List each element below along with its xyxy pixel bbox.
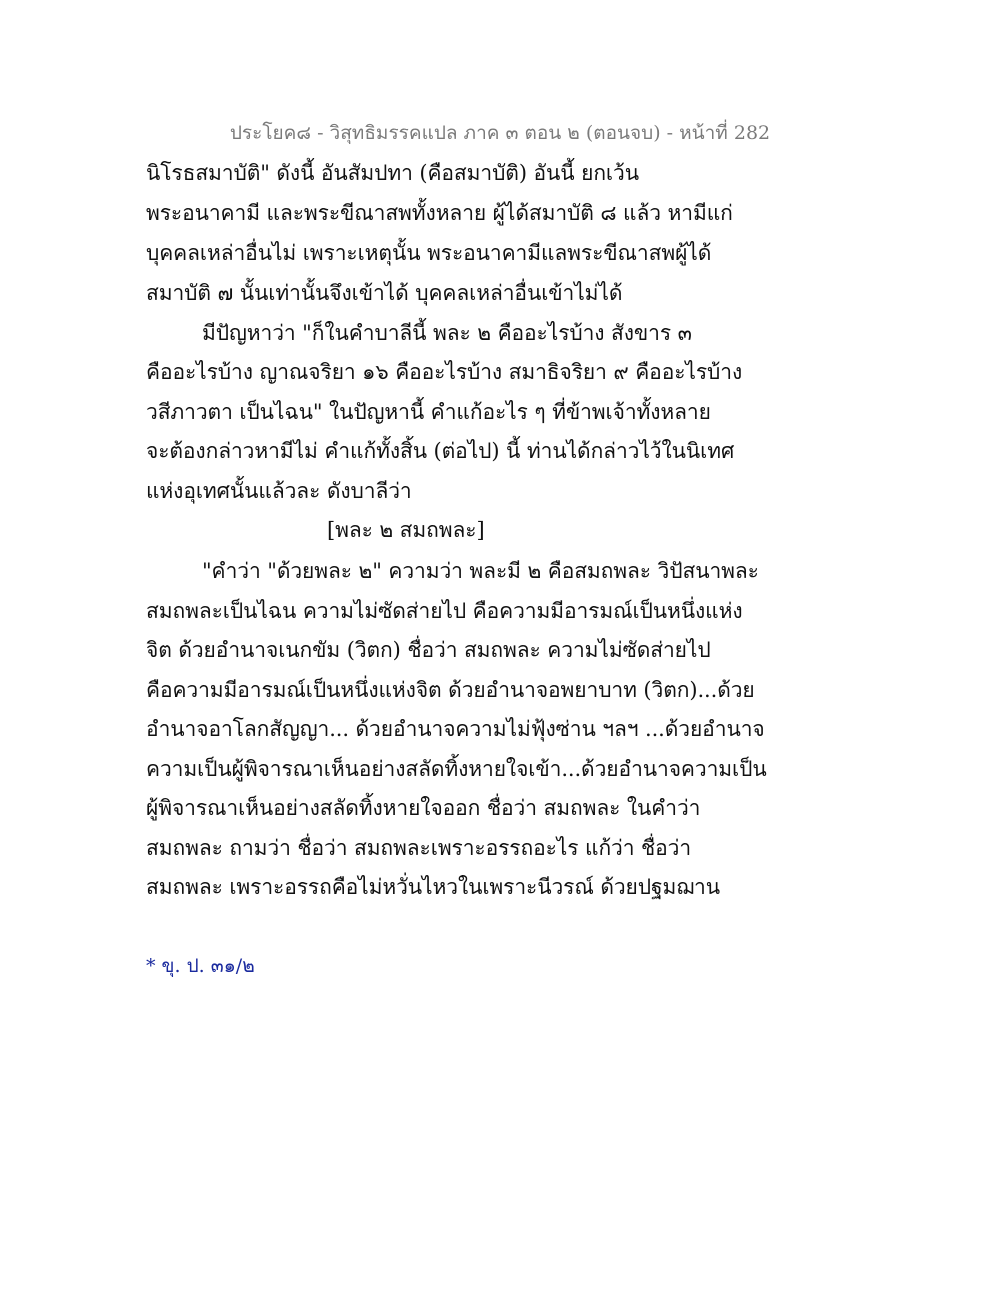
text-line: วสีภาวตา เป็นไฉน" ในปัญหานี้ คำแก้อะไร ๆ ที่ข้าพเจ้าทั้งหลาย xyxy=(146,400,711,424)
text-line: สมถพละเป็นไฉน ความไม่ซัดส่ายไป คือความมีอารมณ์เป็นหนึ่งแห่ง xyxy=(146,599,743,623)
text-line: สมาบัติ ๗ นั้นเท่านั้นจึงเข้าได้ บุคคลเหล่าอื่นเข้าไม่ได้ xyxy=(146,281,623,305)
text-line: อำนาจอาโลกสัญญา... ด้วยอำนาจความไม่ฟุ้งซ่าน ฯลฯ ...ด้วยอำนาจ xyxy=(146,717,765,741)
section-heading: [พละ ๒ สมถพละ] xyxy=(327,518,485,542)
text-line: นิโรธสมาบัติ" ดังนี้ อันสัมปทา (คือสมาบัติ) อันนี้ ยกเว้น xyxy=(146,161,639,185)
text-line: พระอนาคามี และพระขีณาสพทั้งหลาย ผู้ได้สมาบัติ ๘ แล้ว หามีแก่ xyxy=(146,201,733,225)
text-line: สมถพละ เพราะอรรถคือไม่หวั่นไหวในเพราะนีวรณ์ ด้วยปฐมฌาน xyxy=(146,875,721,899)
running-header xyxy=(0,118,1000,148)
text-line: ความเป็นผู้พิจารณาเห็นอย่างสลัดทิ้งหายใจเข้า...ด้วยอำนาจความเป็น xyxy=(146,757,767,781)
running-title: ประโยค๘ - วิสุทธิมรรคแปล ภาค ๓ ตอน ๒ (ตอนจบ) - หน้าที่ 282 xyxy=(229,122,771,144)
text-line: คืออะไรบ้าง ญาณจริยา ๑๖ คืออะไรบ้าง สมาธิจริยา ๙ คืออะไรบ้าง xyxy=(146,360,743,384)
text-line: ผู้พิจารณาเห็นอย่างสลัดทิ้งหายใจออก ชื่อว่า สมถพละ ในคำว่า xyxy=(146,796,701,820)
text-line: แห่งอุเทศนั้นแล้วละ ดังบาลีว่า xyxy=(146,479,412,503)
text-line: สมถพละ ถามว่า ชื่อว่า สมถพละเพราะอรรถอะไร แก้ว่า ชื่อว่า xyxy=(146,836,692,860)
text-line: คือความมีอารมณ์เป็นหนึ่งแห่งจิต ด้วยอำนาจอพยาบาท (วิตก)...ด้วย xyxy=(146,678,755,702)
footnote: * ขุ. ป. ๓๑/๒ xyxy=(146,955,255,977)
text-line: "คำว่า "ด้วยพละ ๒" ความว่า พละมี ๒ คือสมถพละ วิปัสนาพละ xyxy=(202,559,759,583)
text-line: จิต ด้วยอำนาจเนกขัม (วิตก) ชื่อว่า สมถพละ ความไม่ซัดส่ายไป xyxy=(146,638,711,662)
text-line: จะต้องกล่าวหามีไม่ คำแก้ทั้งสิ้น (ต่อไป) นี้ ท่านได้กล่าวไว้ในนิเทศ xyxy=(146,439,735,463)
text-line: บุคคลเหล่าอื่นไม่ เพราะเหตุนั้น พระอนาคามีแลพระขีณาสพผู้ได้ xyxy=(146,241,712,265)
text-line: มีปัญหาว่า "ก็ในคำบาลีนี้ พละ ๒ คืออะไรบ้าง สังขาร ๓ xyxy=(202,321,692,345)
